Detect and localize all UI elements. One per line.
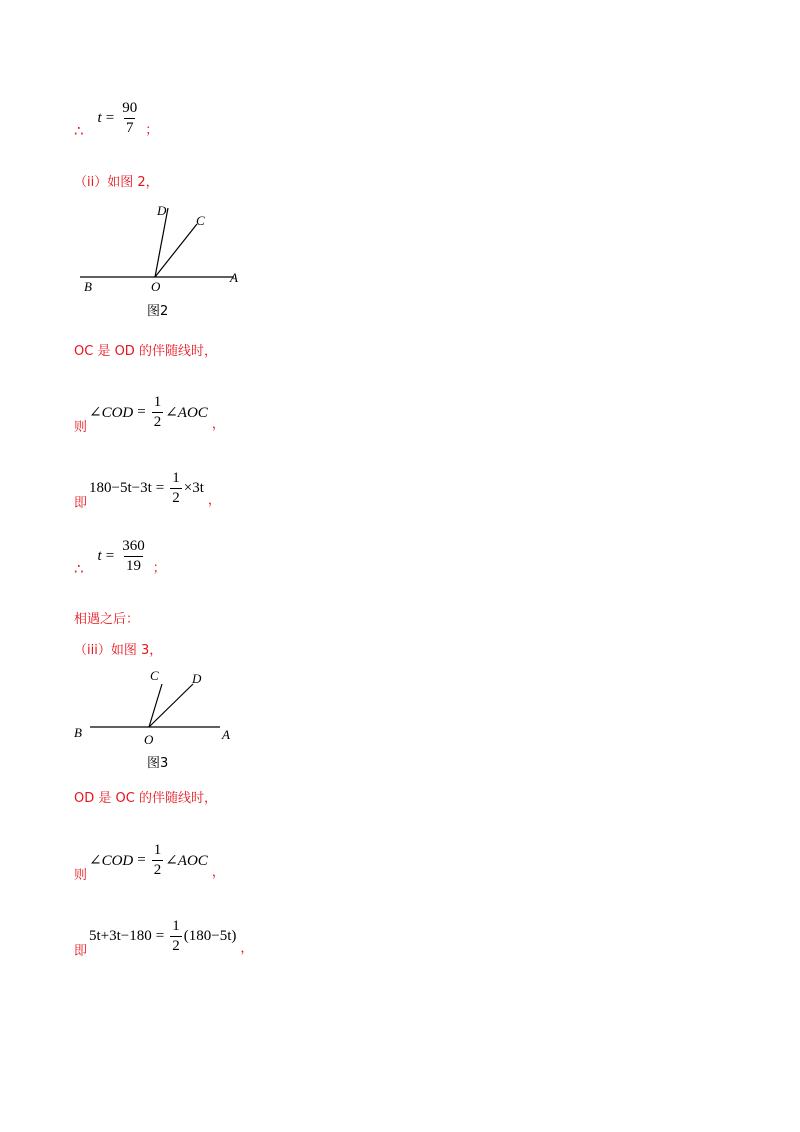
label-o: O (144, 732, 154, 747)
denominator: 2 (153, 414, 162, 430)
equals-sign: = (105, 109, 115, 126)
equation-5t-3t-180 (74, 914, 253, 959)
label-c: C (150, 668, 159, 683)
label-a: A (230, 270, 238, 285)
label-b: B (74, 725, 82, 740)
label-a: A (222, 727, 230, 742)
fraction (120, 100, 139, 137)
semicolon: ； (145, 122, 159, 138)
solution-t-90-7 (74, 96, 158, 140)
ray-od (155, 208, 168, 277)
numerator: 1 (172, 470, 180, 486)
rhs-expression: (180−5t) (183, 928, 237, 944)
ray-oc (155, 224, 197, 277)
equation-180-5t-3t (74, 466, 221, 511)
denominator: 2 (172, 490, 180, 506)
label-b: B (84, 279, 92, 294)
variable-t: t (97, 109, 102, 126)
fraction-half (152, 394, 164, 431)
prefix-ji: 即 (74, 496, 88, 511)
oc-companion-line-text: OC 是 OD 的伴随线时， (74, 344, 217, 359)
fraction-half (152, 842, 164, 879)
equals-sign: = (137, 852, 146, 868)
lhs-expression: 5t+3t−180 (89, 928, 152, 944)
denominator: 2 (153, 862, 162, 878)
angle-aoc: ∠AOC (165, 405, 208, 421)
equals-sign: = (155, 928, 165, 944)
numerator: 360 (122, 537, 145, 554)
denominator: 7 (125, 119, 134, 136)
equation-cod-half-aoc-2 (74, 838, 225, 883)
prefix-ze: 则 (74, 420, 88, 435)
fraction-half (170, 918, 182, 955)
semicolon: ； (152, 560, 166, 576)
case-iii-heading: （iii）如图 3， (74, 643, 163, 658)
therefore-symbol: ∴ (74, 560, 84, 578)
numerator: 1 (172, 918, 180, 934)
od-companion-line-text: OD 是 OC 的伴随线时， (74, 791, 217, 806)
comma: ， (207, 493, 221, 508)
comma: ， (211, 865, 225, 880)
numerator: 1 (153, 842, 162, 858)
angle-cod: ∠COD (89, 405, 134, 421)
solution-t-360-19 (74, 534, 166, 578)
numerator: 1 (153, 394, 162, 410)
label-d: D (157, 203, 167, 218)
label-d: D (192, 671, 202, 686)
denominator: 2 (172, 938, 180, 954)
therefore-symbol: ∴ (74, 122, 84, 140)
angle-aoc: ∠AOC (165, 853, 208, 869)
lhs-expression: 180−5t−3t (89, 480, 152, 496)
equals-sign: = (105, 547, 115, 564)
fraction-half (170, 470, 182, 507)
label-c: C (196, 213, 205, 228)
variable-t: t (97, 547, 102, 564)
figure-3-caption: 图3 (147, 756, 169, 771)
fraction (120, 538, 147, 575)
equals-sign: = (137, 404, 146, 420)
figure-3 (68, 664, 248, 754)
angle-cod: ∠COD (89, 853, 134, 869)
equation-cod-half-aoc-1 (74, 390, 225, 435)
rhs-expression: ×3t (183, 480, 204, 496)
case-ii-heading: （ii）如图 2， (74, 175, 159, 190)
denominator: 19 (125, 557, 141, 574)
comma: ， (211, 417, 225, 432)
after-meeting-text: 相遇之后： (74, 612, 140, 627)
numerator: 90 (122, 99, 138, 116)
equals-sign: = (155, 480, 165, 496)
comma: ， (240, 941, 254, 956)
prefix-ze: 则 (74, 868, 88, 883)
figure-2-caption: 图2 (147, 304, 169, 319)
prefix-ji: 即 (74, 944, 88, 959)
label-o: O (151, 279, 161, 294)
